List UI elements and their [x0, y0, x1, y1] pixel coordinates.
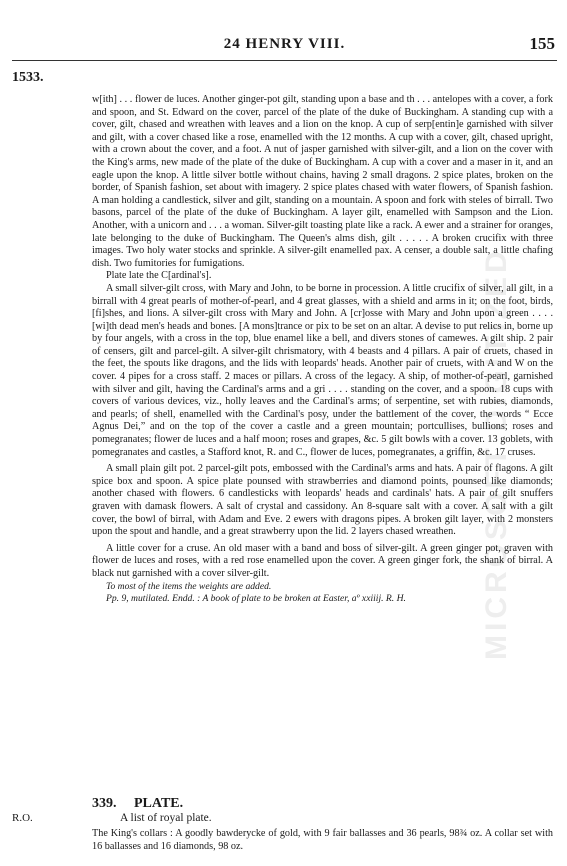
running-head: 24 HENRY VIII. [223, 36, 346, 52]
entry-title: PLATE. [134, 796, 184, 811]
library-watermark: MICROSOFT DIGITIZED [480, 247, 513, 660]
paragraph: w[ith] . . . flower de luces. Another ginger-pot gilt, standing upon a base and th . . . antelopes with a cover, a fork and spoon, and St. Edward on the cover, parcel of the plate of the duke of Buckingham. A standing cup with a cover, gilt, chased and wreathen with leaves and a lion on the knop. A cup of serp[entin]e garnished with silver and gilt, with a cover chased like a rose, enamelled with the 12 months. A cup with a cover, gilt, chased upright, with a crown about the cover, and a foot. A nut of jasper garnished with silver-gilt, and a lion on the cover with the King's arms, new made of the plate of the duke of Buckingham. A cup with a cover and a maser in it, and an eagle upon the knop. A little silver bottle without chains, having 2 small dragons. 2 spice plates, broken on the border, of Spanish fashion, set about with imagery. 2 spice plates chased with water flowers, of Spanish fashion. A man holding a candlestick, silver and gilt, standing on a mountain. A spoon and fork with steles of birrall. Two basons, parcel of the plate of the duke of Buckingham. A layer gilt, enamelled with Sampson and the Lion. Another, with a unicorn and . . . a woman. Silver-gilt toasting plate like a rack. A ewer and a strainer for oranges, late belonging to the duke of Buckingham. The Queen's alms dish, gilt . . . . . A broken crucifix with three images. Two holy water stocks and sprinkle. A silver-gilt enamelled pax. A censer, a double salt, a little chafing dish. Two fumitories for fumigations. [92, 94, 553, 269]
section-heading: Plate late the C[ardinal's]. [106, 270, 212, 282]
document-body [92, 94, 553, 605]
header-rule [12, 60, 557, 61]
entry-text: The King's collars : A goodly bawderycke of gold, with 9 fair ballasses and 36 pearls, 98¾ oz. A collar set with 16 ballasses and 16 diamonds, 98 oz. [92, 828, 553, 852]
entry-heading [92, 796, 183, 812]
note-endorsement: Pp. 9, mutilated. Endd. : A book of plate to be broken at Easter, aº xxiiij. R. H. [106, 592, 406, 604]
paragraph: A small silver-gilt cross, with Mary and John, to be borne in procession. A little crucifix of silver, all gilt, in a birrall with 4 great pearls of mother-of-pearl, and 4 great glasses, with a shield and arms in it; on the foot, birds, [fi]shes, and lions. A silver-gilt cross with Mary and John. A [cr]osse with Mary and John upon a green . . . . [wi]th dead men's heads and bones. [A mons]trance or pix to be set on an altar. A devise to put relics in, borne up by four angels, with a cross in the top, blue enamel like a bell, and divers stones of camewes. A gilt ship. 2 pair of censers, gilt and parcel-gilt. A silver-gilt chrismatory, with 4 beasts and 4 pillars. A pair of cruets, chased in the feet, the spouts like dragons, and the lids with leopards' heads. Another pair of cruets, with A and W on the cover. 4 pipes for a cross staff. 2 maces or pillars. A cross of the legacy. A ship, of mother-of-pearl, garnished with silver and gilt, having the Cardinal's arms and a gri . . . . standing on the cover, and a spoon. 18 cups with covers of various devices, viz., holly leaves and the Cardinal's arms; of serpentine, set with rubies, diamonds, and pearls; of shell, enamelled with the Cardinal's posy, under the battlement of the cover, the words “ Ecce Agnus Dei,” and on the top of the cover a castle and a green mountain; portcullises, bullions; roses and pomegranates; flower de luces and a half moon; roses and grapes, &c. 5 gilt bowls with a cover. 13 goblets, with pomegranates and castles, a Stafford knot, R. and C., flower de luces, pomegranates, a griffin, &c. 17 cruses. [92, 282, 553, 458]
paragraph: A small plain gilt pot. 2 parcel-gilt pots, embossed with the Cardinal's arms and hats. A pair of flagons. A gilt spice box and spoon. A spice plate pounsed with strawberries and diamond points, pounsed like diamonds; another chased with flowers. 6 candlesticks with leopards' heads and cardinals' hats. A pair of gilt snuffers graven with damask flowers. A salt of crystal and cassidony. An 8-square salt with a cover. A salt with a gilt cover, the bowl of birral, with Adam and Eve. 2 ewers with dragons pipes. A broken gilt layer, with 2 monsters upon the spout and handle, and a great strawberry upon the lid. 2 layers chased wreathen. [92, 463, 553, 538]
entry-description: A list of royal plate. [120, 812, 212, 824]
note-weights: To most of the items the weights are added. [106, 580, 272, 592]
page-header [12, 34, 557, 56]
source-label: R.O. [12, 812, 33, 824]
entry-number: 339. [92, 796, 117, 811]
page-number: 155 [529, 34, 555, 53]
paragraph: A little cover for a cruse. An old maser with a band and boss of silver-gilt. A green ginger pot, graven with flower de luces and roses, with a red rose enamelled upon the cover. A green ginger fork, the shank of birral. A black nut garnished with a cover silver-gilt. [92, 542, 553, 579]
margin-year: 1533. [12, 70, 44, 85]
